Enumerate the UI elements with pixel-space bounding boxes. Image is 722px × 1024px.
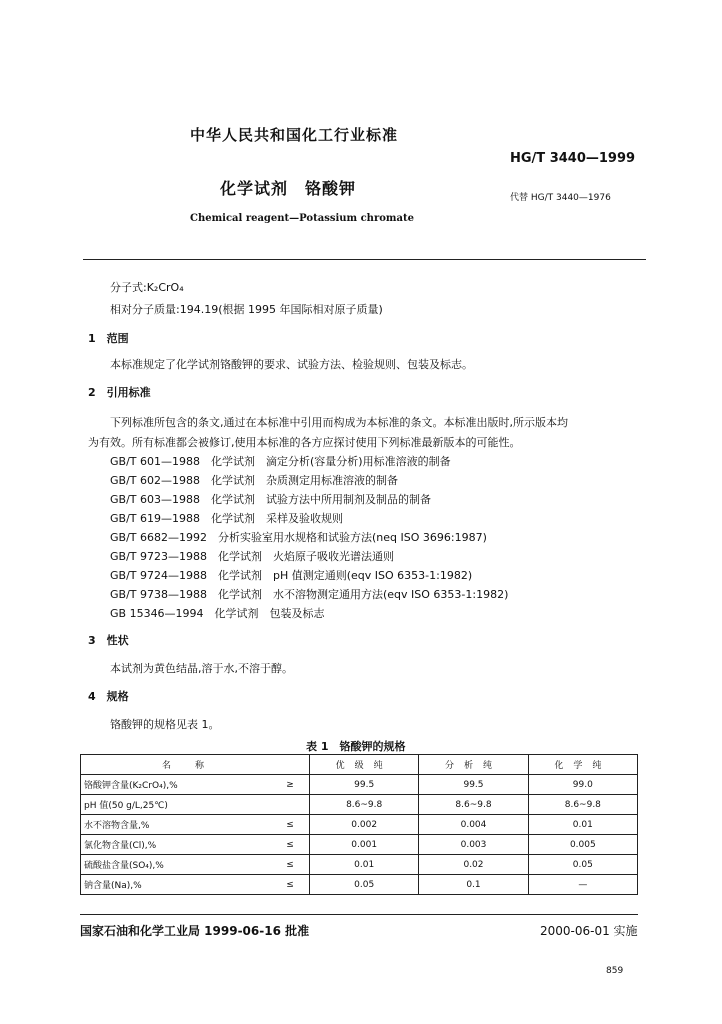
value-gr: 8.6~9.8 bbox=[310, 795, 419, 815]
table-row bbox=[81, 815, 638, 835]
value-gr: 0.002 bbox=[310, 815, 419, 835]
table-caption: 表 1 铬酸钾的规格 bbox=[306, 740, 406, 753]
row-sign: ≥ bbox=[271, 775, 310, 795]
header-guaranteed-reagent: 优级纯 bbox=[310, 755, 419, 775]
molecular-mass: 相对分子质量:194.19(根据 1995 年国际相对原子质量) bbox=[110, 303, 383, 316]
footer-divider bbox=[80, 914, 638, 915]
section-2-intro-line-2: 为有效。所有标准都会被修订,使用本标准的各方应探讨使用下列标准最新版本的可能性。 bbox=[88, 436, 521, 449]
standard-code: HG/T 3440—1999 bbox=[510, 151, 636, 166]
molecular-formula: 分子式:K₂CrO₄ bbox=[110, 281, 184, 294]
value-cp: 0.05 bbox=[528, 855, 637, 875]
section-2-heading: 2 引用标准 bbox=[88, 386, 151, 399]
replaces-note: 代替 HG/T 3440—1976 bbox=[510, 193, 611, 203]
value-cp: 0.01 bbox=[528, 815, 637, 835]
table-row bbox=[81, 875, 638, 895]
value-cp: 8.6~9.8 bbox=[528, 795, 637, 815]
section-3-heading: 3 性状 bbox=[88, 634, 129, 647]
value-ar: 0.003 bbox=[419, 835, 528, 855]
header-analytical-reagent: 分析纯 bbox=[419, 755, 528, 775]
row-sign: ≤ bbox=[271, 815, 310, 835]
reference-item: GB/T 9724—1988 化学试剂 pH 值测定通则(eqv ISO 6353-1:1982) bbox=[110, 569, 473, 582]
reference-item: GB/T 9738—1988 化学试剂 水不溶物测定通用方法(eqv ISO 6353-1:1982) bbox=[110, 588, 509, 601]
row-name: pH 值(50 g/L,25℃) bbox=[81, 795, 272, 815]
section-4-heading: 4 规格 bbox=[88, 690, 129, 703]
section-1-heading: 1 范围 bbox=[88, 332, 129, 345]
header-name: 名称 bbox=[81, 755, 310, 775]
reference-item: GB/T 9723—1988 化学试剂 火焰原子吸收光谱法通则 bbox=[110, 550, 394, 563]
row-sign: ≤ bbox=[271, 875, 310, 895]
value-ar: 8.6~9.8 bbox=[419, 795, 528, 815]
approval-statement: 国家石油和化学工业局 1999-06-16 批准 bbox=[80, 924, 310, 938]
section-1-text: 本标准规定了化学试剂铬酸钾的要求、试验方法、检验规则、包装及标志。 bbox=[110, 358, 473, 371]
header-divider bbox=[83, 259, 646, 260]
table-row bbox=[81, 795, 638, 815]
value-ar: 0.02 bbox=[419, 855, 528, 875]
section-2-intro-line-1: 下列标准所包含的条文,通过在本标准中引用而构成为本标准的条文。本标准出版时,所示版本均 bbox=[110, 416, 568, 429]
value-gr: 0.01 bbox=[310, 855, 419, 875]
section-4-text: 铬酸钾的规格见表 1。 bbox=[110, 718, 220, 731]
reference-item: GB/T 603—1988 化学试剂 试验方法中所用制剂及制品的制备 bbox=[110, 493, 431, 506]
value-ar: 0.004 bbox=[419, 815, 528, 835]
header-chemically-pure: 化学纯 bbox=[528, 755, 637, 775]
value-gr: 99.5 bbox=[310, 775, 419, 795]
page-number: 859 bbox=[606, 966, 624, 976]
row-name: 硫酸盐含量(SO₄),% bbox=[81, 855, 272, 875]
row-name: 钠含量(Na),% bbox=[81, 875, 272, 895]
specification-table bbox=[80, 754, 638, 895]
row-sign: ≤ bbox=[271, 835, 310, 855]
value-gr: 0.001 bbox=[310, 835, 419, 855]
implementation-date: 2000-06-01 实施 bbox=[540, 924, 638, 938]
value-ar: 0.1 bbox=[419, 875, 528, 895]
table-row bbox=[81, 855, 638, 875]
row-sign bbox=[271, 795, 310, 815]
section-3-text: 本试剂为黄色结晶,溶于水,不溶于醇。 bbox=[110, 662, 293, 675]
row-name: 铬酸钾含量(K₂CrO₄),% bbox=[81, 775, 272, 795]
reference-item: GB/T 6682—1992 分析实验室用水规格和试验方法(neq ISO 3696:1987) bbox=[110, 531, 487, 544]
table-row bbox=[81, 835, 638, 855]
value-gr: 0.05 bbox=[310, 875, 419, 895]
standard-title: 中华人民共和国化工行业标准 bbox=[190, 126, 399, 144]
value-cp: — bbox=[528, 875, 637, 895]
row-name: 水不溶物含量,% bbox=[81, 815, 272, 835]
table-header-row bbox=[81, 755, 638, 775]
table-row bbox=[81, 775, 638, 795]
english-title: Chemical reagent—Potassium chromate bbox=[190, 213, 414, 224]
reference-item: GB 15346—1994 化学试剂 包装及标志 bbox=[110, 607, 325, 620]
document-title: 化学试剂 铬酸钾 bbox=[220, 179, 357, 198]
row-name: 氯化物含量(Cl),% bbox=[81, 835, 272, 855]
value-cp: 0.005 bbox=[528, 835, 637, 855]
reference-item: GB/T 619—1988 化学试剂 采样及验收规则 bbox=[110, 512, 343, 525]
value-cp: 99.0 bbox=[528, 775, 637, 795]
row-sign: ≤ bbox=[271, 855, 310, 875]
reference-item: GB/T 601—1988 化学试剂 滴定分析(容量分析)用标准溶液的制备 bbox=[110, 455, 451, 468]
value-ar: 99.5 bbox=[419, 775, 528, 795]
reference-item: GB/T 602—1988 化学试剂 杂质测定用标准溶液的制备 bbox=[110, 474, 398, 487]
